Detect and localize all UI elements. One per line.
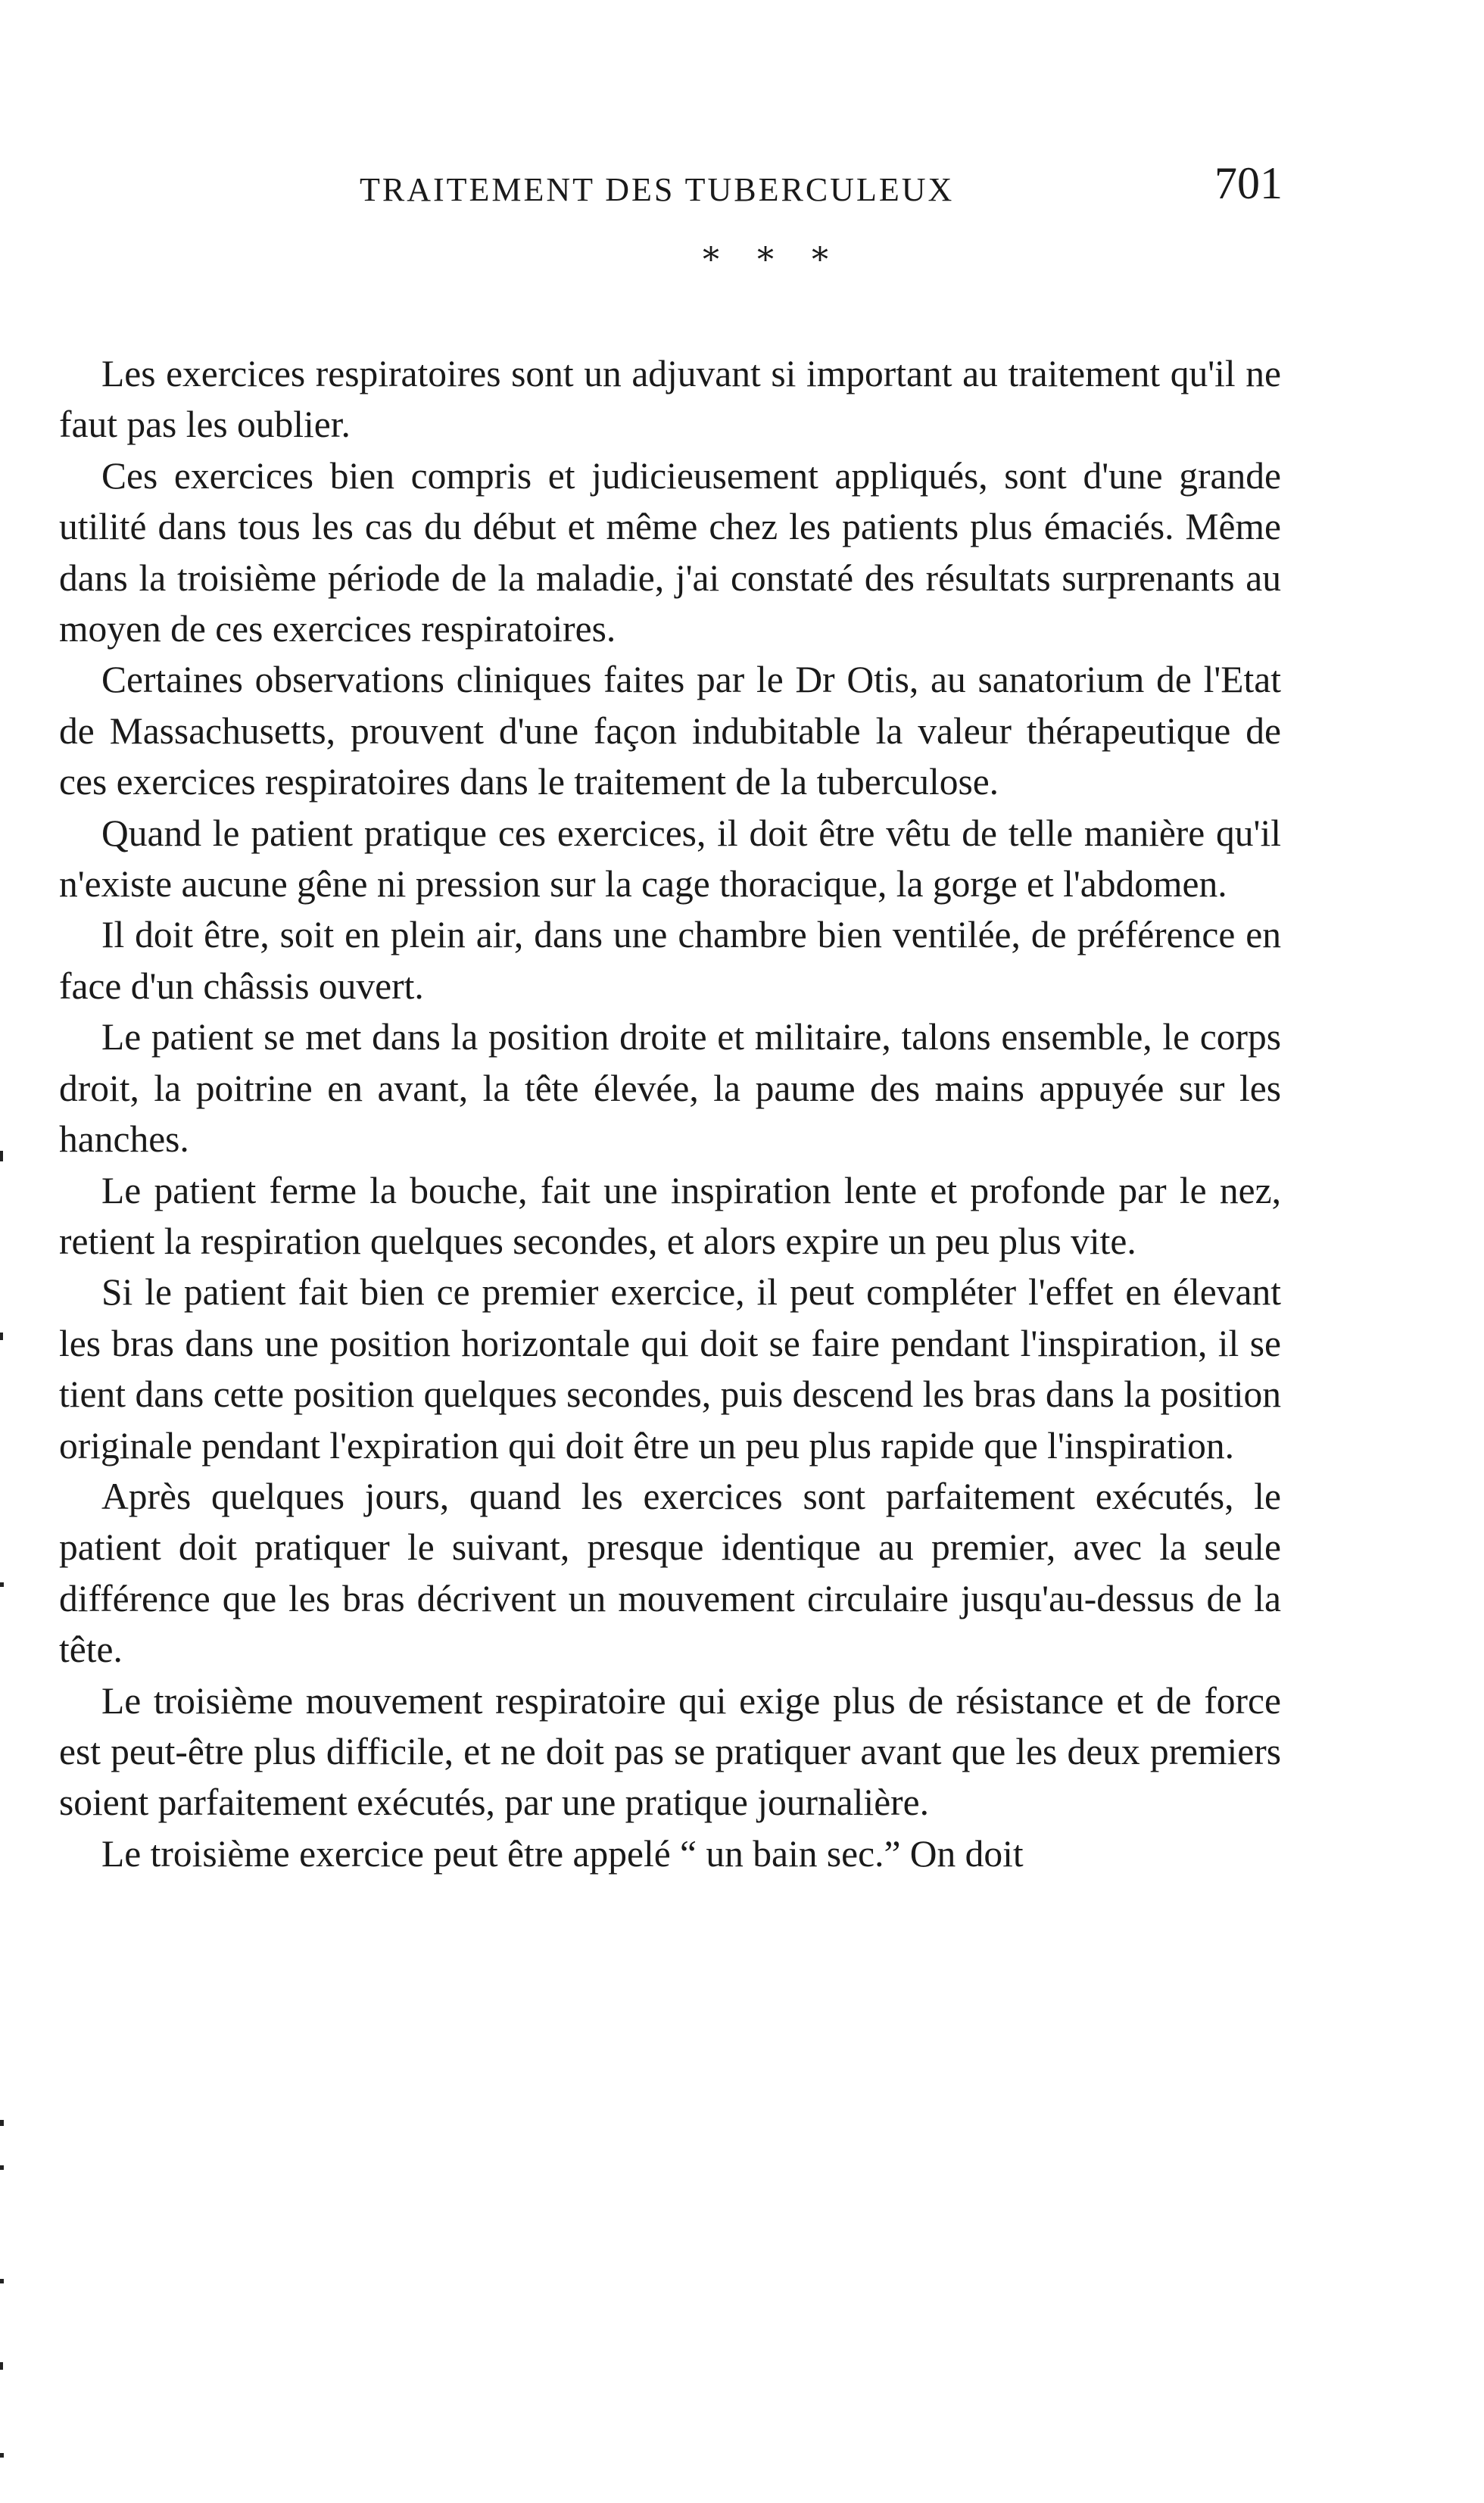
paragraph: Les exercices respiratoires sont un adjuvant si important au traitement qu'il ne faut pas les oublier. [59,353,1281,446]
paragraph: Certaines observations cliniques faites par le Dr Otis, au sanatorium de l'Etat de Massachusetts, prouvent d'une façon indubitable la valeur thérapeutique de ces exercices respiratoires dans le traitement de la tuberculose. [59,659,1281,803]
scan-speck [0,1582,4,1587]
section-separator: * * * [703,241,842,279]
scan-speck [0,2362,3,2370]
scan-margin-artifacts [0,0,30,2503]
scan-speck [0,1333,3,1340]
scan-speck [0,2453,4,2458]
paragraph: Le troisième mouvement respiratoire qui exige plus de résistance et de force est peut-être plus difficile, et ne doit pas se pratiquer avant que les deux premiers soient parfaitement exécutés, par une pratique journalière. [59,1679,1281,1824]
paragraph: Le patient ferme la bouche, fait une inspiration lente et profonde par le nez, retient la respiration quelques secondes, et alors expire un peu plus vite. [59,1169,1281,1262]
body-text [59,348,1281,1879]
page-number: 701 [1214,158,1283,208]
scan-speck [0,2120,4,2126]
paragraph: Il doit être, soit en plein air, dans une chambre bien ventilée, de préférence en face d'un châssis ouvert. [59,914,1281,1007]
running-title: TRAITEMENT DES TUBERCULEUX [360,171,955,208]
paragraph: Ces exercices bien compris et judicieusement appliqués, sont d'une grande utilité dans tous les cas du début et même chez les patients plus émaciés. Même dans la troisième période de la maladie, j'ai constaté des résultats surprenants au moyen de ces exercices respiratoires. [59,454,1281,650]
paragraph-continued: Le troisième exercice peut être appelé “ un bain sec.” On doit [101,1832,1024,1875]
scan-speck [0,2279,4,2283]
paragraph: Si le patient fait bien ce premier exercice, il peut compléter l'effet en élevant les bras dans une position horizontale qui doit se faire pendant l'inspiration, il se tient dans cette position quelques secondes, puis descend les bras dans la position originale pendant l'expiration qui doit être un peu plus rapide que l'inspiration. [59,1271,1281,1467]
paragraph: Après quelques jours, quand les exercices sont parfaitement exécutés, le patient doit pratiquer le suivant, presque identique au premier, avec la seule différence que les bras décrivent un mouvement circulaire jusqu'au-dessus de la tête. [59,1475,1281,1671]
scan-speck [0,1151,3,1161]
paragraph: Le patient se met dans la position droite et militaire, talons ensemble, le corps droit, la poitrine en avant, la tête élevée, la paume des mains appuyée sur les hanches. [59,1016,1281,1161]
scan-speck [0,2165,4,2170]
paragraph: Quand le patient pratique ces exercices, il doit être vêtu de telle manière qu'il n'existe aucune gêne ni pression sur la cage thoracique, la gorge et l'abdomen. [59,812,1281,906]
